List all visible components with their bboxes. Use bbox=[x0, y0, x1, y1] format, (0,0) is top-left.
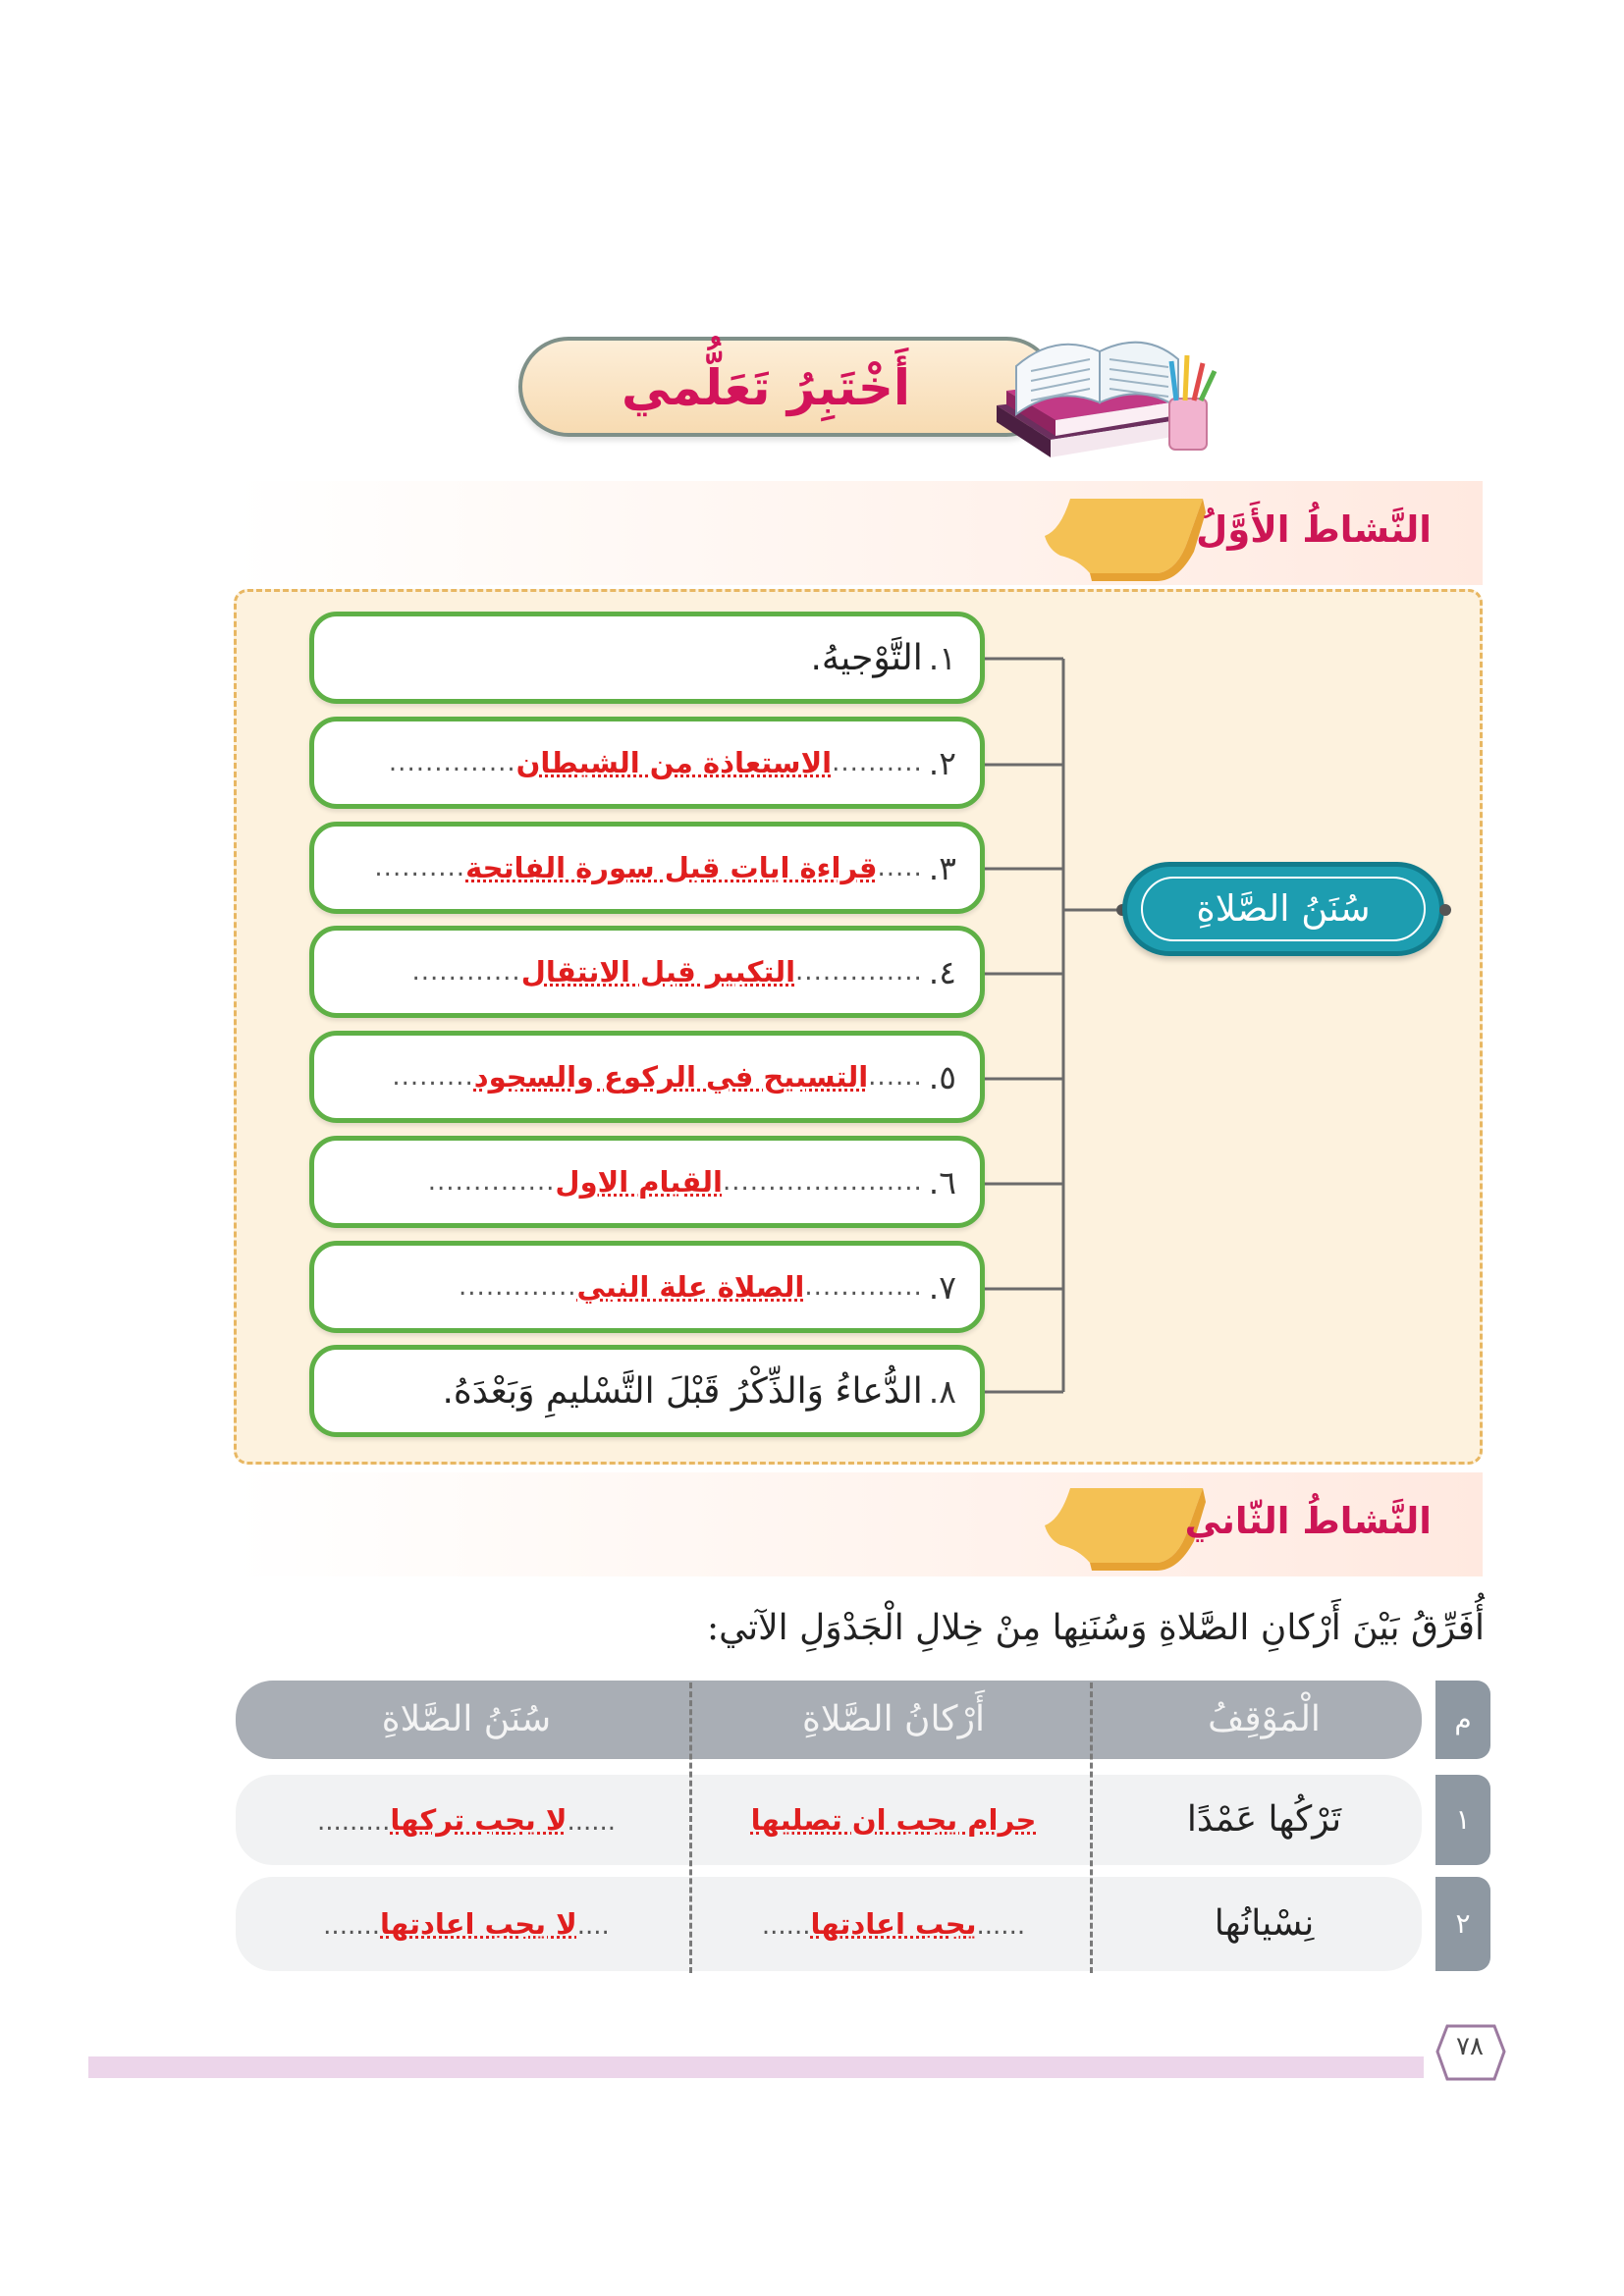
answer-text: التكبير قبل الانتقال bbox=[520, 955, 796, 988]
item-number: ٨. bbox=[928, 1371, 956, 1411]
item-number: ٣. bbox=[928, 848, 956, 887]
item-text: الدُّعاءُ وَالذِّكْرُ قَبْلَ التَّسْليمِ وَبَعْدَهُ. bbox=[442, 1370, 923, 1412]
sunnah-item-1 bbox=[309, 612, 985, 704]
book-icon bbox=[977, 312, 1222, 469]
connector-lines bbox=[985, 643, 1122, 1407]
instruction-text: أُفَرِّقُ بَيْنَ أَرْكانِ الصَّلاةِ وَسُنَنِها مِنْ خِلالِ الْجَدْوَلِ الآتي: bbox=[706, 1608, 1485, 1648]
sunnah-item-5: ٥. ...... التسبيح في الركوع والسجود ......... bbox=[309, 1031, 985, 1123]
item-number: ٧. bbox=[928, 1267, 956, 1307]
situation-cell: تَرْكُها عَمْدًا bbox=[1186, 1799, 1342, 1840]
section-tag-icon bbox=[1031, 491, 1218, 581]
footer-bar bbox=[88, 2056, 1424, 2078]
sunnah-item-8 bbox=[309, 1345, 985, 1437]
answer-text: التسبيح في الركوع والسجود bbox=[473, 1060, 869, 1094]
item-number: ٤. bbox=[928, 952, 956, 991]
activity2-title: النَّشاطُ الثّاني bbox=[1184, 1500, 1432, 1542]
sunnah-item-4: ٤. .............. التكبير قبل الانتقال ............ bbox=[309, 926, 985, 1018]
activity1-title: النَّشاطُ الأَوَّلُ bbox=[1196, 508, 1432, 551]
pillars-answer: حرام يجب ان تصليها bbox=[750, 1803, 1037, 1837]
item-number: ٢. bbox=[928, 743, 956, 782]
answer-text: قراءة ايات قبل سورة الفاتحة bbox=[465, 851, 878, 884]
concept-label: سُنَنُ الصَّلاةِ bbox=[1196, 887, 1371, 930]
sunnah-answer: لا يجب تركها bbox=[390, 1803, 568, 1837]
pillars-answer: يجب اعادتها bbox=[810, 1907, 977, 1941]
sunnah-item-3: ٣. ..... قراءة ايات قبل سورة الفاتحة .......... bbox=[309, 822, 985, 914]
col-pillars-header: أَرْكانُ الصَّلاةِ bbox=[802, 1699, 985, 1739]
sunnah-item-6: ٦. ...................... القيام الاول .............. bbox=[309, 1136, 985, 1228]
sunnah-answer: لا يجب اعادتها bbox=[380, 1907, 577, 1941]
item-number: ٦. bbox=[928, 1162, 956, 1201]
page-number: ٧٨ bbox=[1456, 2032, 1484, 2061]
item-number: ٥. bbox=[928, 1057, 956, 1096]
situation-cell: نِسْيانُها bbox=[1214, 1903, 1315, 1944]
answer-text: الاستعاذة من الشيطان bbox=[515, 746, 833, 779]
col-num-header: م bbox=[1435, 1681, 1490, 1759]
column-divider bbox=[1090, 1682, 1093, 1973]
row-number: ١ bbox=[1435, 1775, 1490, 1865]
col-situation-header: الْمَوْقِفُ bbox=[1208, 1699, 1321, 1739]
row-number: ٢ bbox=[1435, 1877, 1490, 1971]
sunnah-item-2: ٢. .......... الاستعاذة من الشيطان .............. bbox=[309, 717, 985, 809]
page-title: أَخْتَبِرُ تَعَلُّمي bbox=[621, 359, 911, 416]
item-number: ١. bbox=[928, 638, 956, 677]
answer-text: الصلاة علة النبي bbox=[576, 1270, 805, 1304]
item-text: التَّوْجيهُ. bbox=[810, 637, 923, 678]
sunnah-item-7: ٧. ............. الصلاة علة النبي ............. bbox=[309, 1241, 985, 1333]
col-sunnah-header: سُنَنُ الصَّلاةِ bbox=[381, 1699, 552, 1739]
answer-text: القيام الاول bbox=[555, 1165, 723, 1199]
column-divider bbox=[689, 1682, 692, 1973]
